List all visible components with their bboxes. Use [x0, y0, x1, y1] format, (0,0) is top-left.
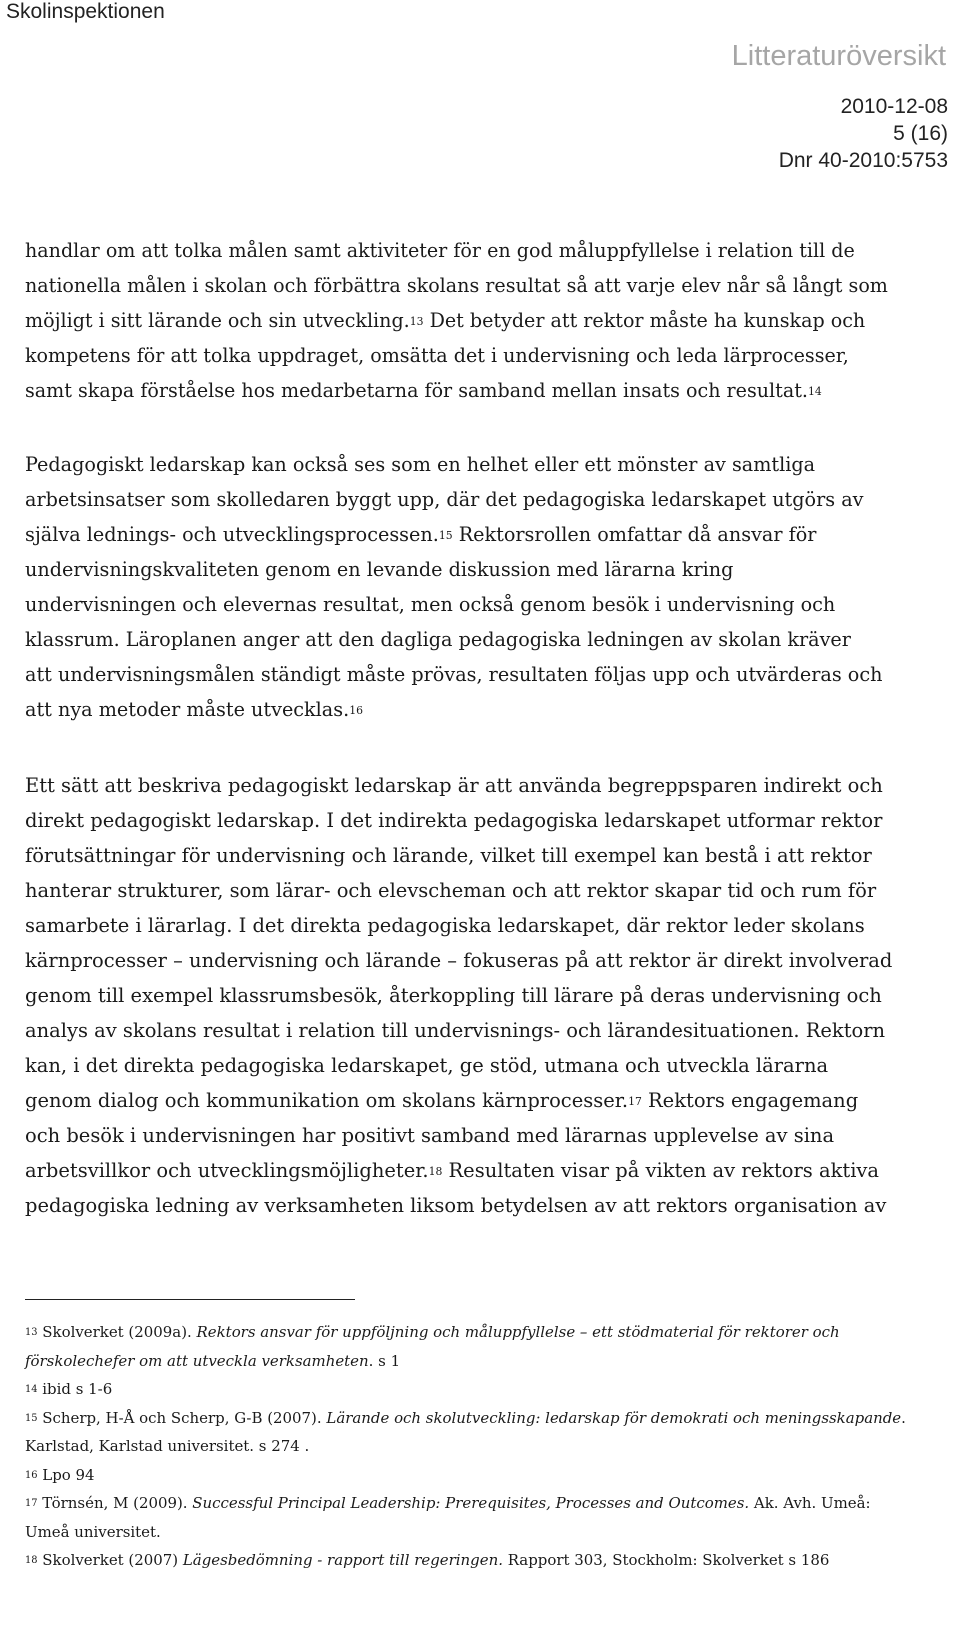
text-line [25, 517, 940, 552]
document-date: 2010-12-08 [840, 95, 948, 118]
footnote-number: 16 [25, 1469, 38, 1481]
text-span: Det betyder att rektor måste ha kunskap och [423, 309, 866, 332]
text-span: möjligt i sitt lärande och sin utveckling. [25, 309, 410, 332]
footnote-number: 15 [25, 1412, 38, 1424]
text-line: att undervisningsmålen ständigt måste prövas, resultaten följas upp och utvärderas och [25, 663, 883, 686]
paragraph-3 [25, 768, 955, 1223]
text-line: Ett sätt att beskriva pedagogiskt ledarskap är att använda begreppsparen indirekt och [25, 774, 883, 797]
footnote-18 [25, 1546, 940, 1575]
organization-name: Skolinspektionen [6, 0, 165, 23]
text-span: Rektors engagemang [641, 1089, 859, 1112]
footnote-text: . s 1 [368, 1351, 401, 1370]
text-line: genom till exempel klassrumsbesök, återkoppling till lärare på deras undervisning och [25, 984, 882, 1007]
footnote-text: Ak. Avh. Umeå: [749, 1494, 871, 1512]
footnote-text: . [901, 1408, 906, 1427]
footnote-title: Rektors ansvar för uppföljning och måluppfyllelse – ett stödmaterial för rektorer och [196, 1323, 840, 1341]
footnote-ref-17[interactable]: 17 [628, 1095, 642, 1108]
footnote-ref-16[interactable]: 16 [349, 704, 363, 717]
text-line [25, 373, 940, 408]
document-type: Litteraturöversikt [731, 40, 946, 72]
footnote-13-cont [25, 1347, 940, 1376]
footnote-text: Scherp, H-Å och Scherp, G-B (2007). [37, 1408, 327, 1427]
text-line: och besök i undervisningen har positivt samband med lärarnas upplevelse av sina [25, 1124, 835, 1147]
text-line: arbetsinsatser som skolledaren byggt upp, där det pedagogiska ledarskapet utgörs av [25, 488, 864, 511]
text-line [25, 303, 940, 338]
footnote-15-cont: Karlstad, Karlstad universitet. s 274 . [25, 1437, 310, 1455]
footnote-ref-14[interactable]: 14 [807, 385, 822, 398]
text-line: undervisningskvaliteten genom en levande diskussion med lärarna kring [25, 558, 734, 581]
text-span: Rektorsrollen omfattar då ansvar för [452, 523, 817, 546]
footnote-ref-13[interactable]: 13 [409, 315, 424, 328]
footnote-number: 17 [25, 1498, 38, 1509]
footnote-ref-15[interactable]: 15 [438, 529, 453, 542]
footnote-text: ibid s 1-6 [37, 1380, 113, 1398]
text-line: direkt pedagogiskt ledarskap. I det indirekta pedagogiska ledarskapet utformar rektor [25, 809, 883, 832]
text-span: själva lednings- och utvecklingsprocessen. [25, 523, 439, 546]
paragraph-1 [25, 233, 955, 408]
page-number: 5 (16) [893, 122, 948, 145]
footnotes [25, 1318, 955, 1575]
footnote-text: Rapport 303, Stockholm: Skolverket s 186 [502, 1551, 830, 1569]
footnote-ref-18[interactable]: 18 [428, 1165, 443, 1178]
text-line: hanterar strukturer, som lärar- och elevscheman och att rektor skapar tid och rum för [25, 879, 877, 902]
registration-number: Dnr 40-2010:5753 [778, 149, 948, 172]
footnote-number: 13 [25, 1327, 38, 1338]
text-span: genom dialog och kommunikation om skolans kärnprocesser. [25, 1089, 629, 1112]
footnote-title: förskolechefer om att utveckla verksamheten [25, 1351, 369, 1370]
text-line: klassrum. Läroplanen anger att den dagliga pedagogiska ledningen av skolan kräver [25, 628, 851, 651]
text-line: pedagogiska ledning av verksamheten liksom betydelsen av att rektors organisation av [25, 1194, 887, 1217]
text-line: kärnprocesser – undervisning och lärande – fokuseras på att rektor är direkt involverad [25, 949, 893, 972]
footnote-14 [25, 1375, 940, 1404]
text-line [25, 692, 940, 727]
text-span: arbetsvillkor och utvecklingsmöjligheter. [25, 1159, 429, 1182]
footnote-separator [25, 1299, 355, 1300]
paragraph-2 [25, 447, 955, 727]
text-line: analys av skolans resultat i relation till undervisnings- och lärandesituationen. Rektorn [25, 1019, 886, 1042]
text-line: undervisningen och elevernas resultat, men också genom besök i undervisning och [25, 593, 836, 616]
text-span: Resultaten visar på vikten av rektors aktiva [442, 1159, 880, 1182]
footnote-number: 14 [25, 1384, 38, 1395]
footnote-text: Törnsén, M (2009). [37, 1494, 193, 1512]
text-line: kompetens för att tolka uppdraget, omsätta det i undervisning och leda lärprocesser, [25, 344, 849, 367]
footnote-text: Lpo 94 [37, 1465, 95, 1484]
text-line: handlar om att tolka målen samt aktiviteter för en god måluppfyllelse i relation till de [25, 239, 855, 262]
footnote-title: Lägesbedömning - rapport till regeringen. [182, 1551, 503, 1569]
footnote-text: Skolverket (2007) [37, 1551, 183, 1569]
text-line [25, 1153, 940, 1188]
text-span: samt skapa förståelse hos medarbetarna för samband mellan insats och resultat. [25, 379, 808, 402]
footnote-text: Skolverket (2009a). [37, 1323, 197, 1341]
footnote-16 [25, 1461, 940, 1490]
text-line: samarbete i lärarlag. I det direkta pedagogiska ledarskapet, där rektor leder skolans [25, 914, 865, 937]
footnote-17-cont: Umeå universitet. [25, 1522, 161, 1541]
text-line: förutsättningar för undervisning och lärande, vilket till exempel kan bestå i att rektor [25, 844, 872, 867]
text-line: Pedagogiskt ledarskap kan också ses som en helhet eller ett mönster av samtliga [25, 453, 816, 476]
footnote-number: 18 [25, 1555, 38, 1566]
footnote-17 [25, 1489, 940, 1518]
text-line: kan, i det direkta pedagogiska ledarskapet, ge stöd, utmana och utveckla lärarna [25, 1054, 829, 1077]
text-line: nationella målen i skolan och förbättra skolans resultat så att varje elev når så långt som [25, 274, 888, 297]
text-span: att nya metoder måste utvecklas. [25, 698, 350, 721]
footnote-title: Lärande och skolutveckling: ledarskap för demokrati och meningsskapande [326, 1408, 902, 1427]
text-line [25, 1083, 940, 1118]
footnote-15 [25, 1404, 940, 1433]
footnote-title: Successful Principal Leadership: Prerequisites, Processes and Outcomes. [192, 1494, 750, 1512]
footnote-13 [25, 1318, 940, 1347]
